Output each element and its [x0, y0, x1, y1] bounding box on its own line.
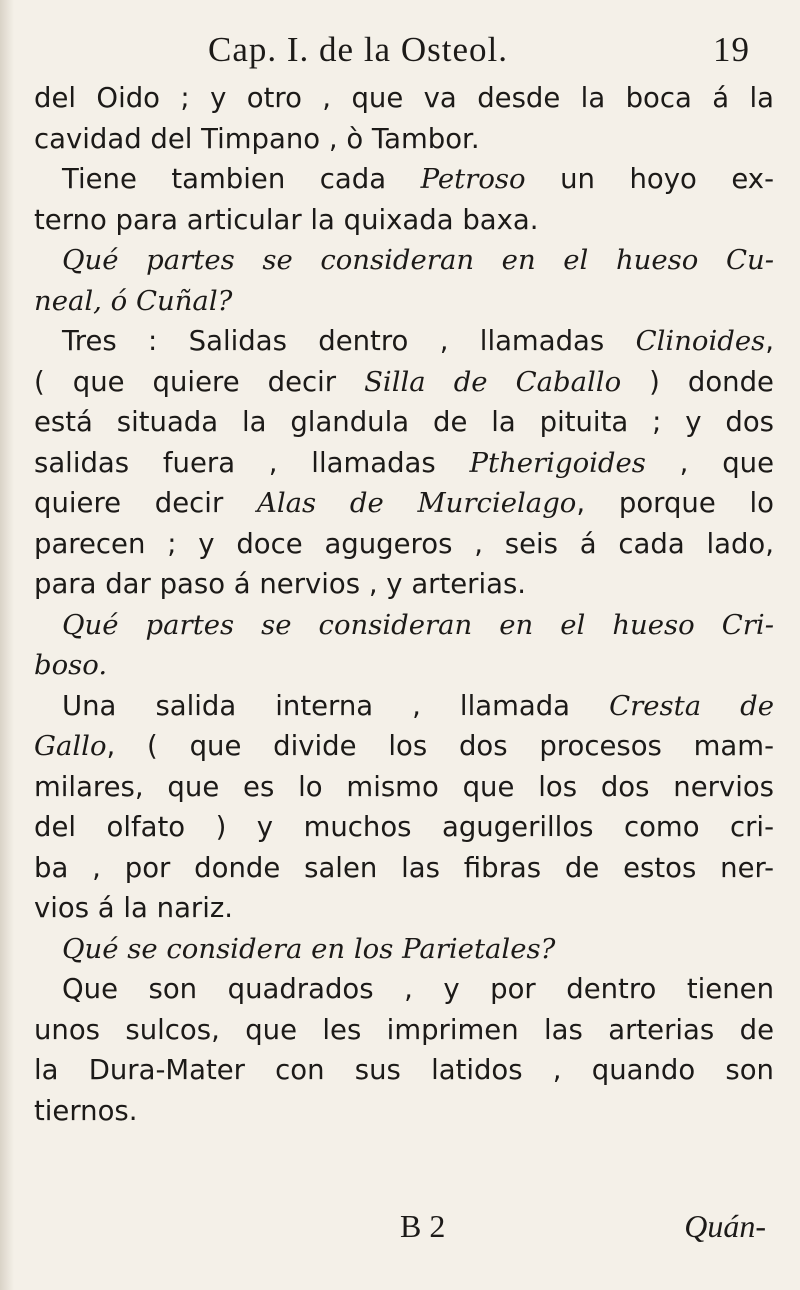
running-head: Cap. I. de la Osteol. — [208, 30, 508, 69]
text-line: milares, que es lo mismo que los dos nervios — [34, 770, 774, 803]
text-line: tiernos. — [34, 1094, 138, 1127]
text-line: ba , por donde salen las fibras de estos ner- — [34, 851, 774, 884]
text-line: quiere decir Alas de Murcielago, porque lo — [34, 487, 774, 519]
text-line: está situada la glandula de la pituita ; y dos — [34, 406, 774, 438]
text-line: Gallo, ( que divide los dos procesos mam- — [34, 730, 774, 762]
question-line: boso. — [34, 649, 108, 681]
text-line: del Oido ; y otro , que va desde la boca á la — [34, 82, 774, 114]
signature-mark: B 2 — [400, 1208, 446, 1244]
body-text — [34, 78, 774, 1131]
page-footer — [0, 1208, 800, 1258]
gutter-shadow — [0, 0, 14, 1290]
text-line: parecen ; y doce agugeros , seis á cada lado, — [34, 527, 774, 560]
text-line: Que son quadrados , y por dentro tienen — [62, 973, 774, 1005]
text-line: unos sulcos, que les imprimen las arterias de — [34, 1013, 774, 1046]
question-line: Qué partes se consideran en el hueso Cri- — [62, 608, 774, 641]
text-line: Tiene tambien cada Petroso un hoyo ex- — [62, 163, 774, 195]
text-line: vios á la nariz. — [34, 892, 234, 924]
catchword: Quán- — [684, 1208, 766, 1244]
text-line: cavidad del Timpano , ò Tambor. — [34, 122, 480, 155]
page-number: 19 — [713, 30, 750, 69]
question-line: Qué partes se consideran en el hueso Cu- — [62, 244, 774, 276]
question-line: Qué se considera en los Parietales? — [62, 932, 556, 965]
question-line: neal, ó Cuñal? — [34, 284, 233, 317]
text-line: ( que quiere decir Silla de Caballo ) donde — [34, 365, 774, 398]
text-line: para dar paso á nervios , y arterias. — [34, 568, 527, 600]
text-line: terno para articular la quixada baxa. — [34, 203, 539, 236]
page-header — [208, 30, 768, 74]
text-line: salidas fuera , llamadas Ptherigoides , que — [34, 446, 774, 479]
text-line: Una salida interna , llamada Cresta de — [62, 689, 774, 722]
text-line: la Dura-Mater con sus latidos , quando son — [34, 1054, 774, 1086]
text-line: del olfato ) y muchos agugerillos como cri- — [34, 811, 774, 843]
text-line: Tres : Salidas dentro , llamadas Clinoides, — [62, 325, 774, 357]
